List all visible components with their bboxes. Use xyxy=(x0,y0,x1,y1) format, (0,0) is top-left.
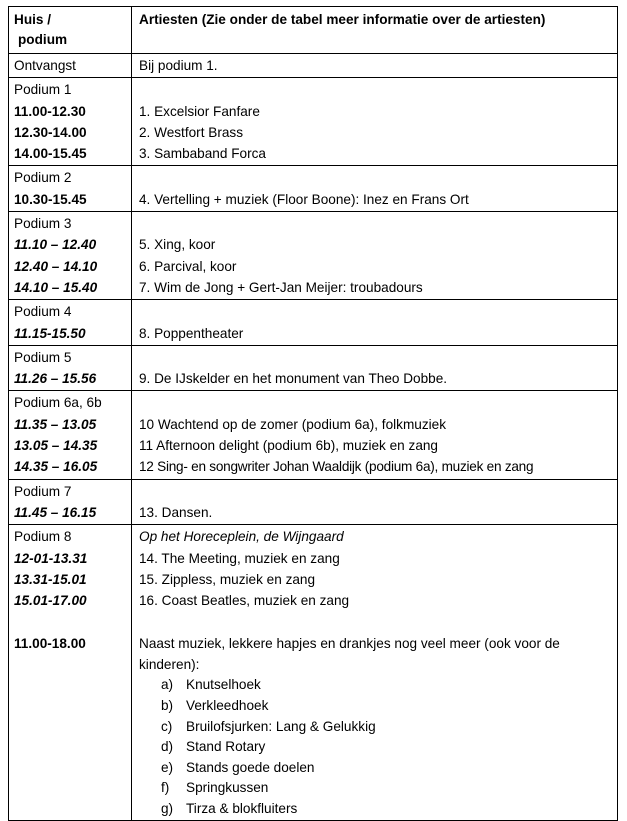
time-slot: 11.35 – 13.05 xyxy=(14,416,97,432)
time-slot: 11.15-15.50 xyxy=(14,325,86,341)
podium-name: Podium 5 xyxy=(14,349,72,365)
list-text: Knutselhoek xyxy=(186,677,261,693)
header-artists: Artiesten (Zie onder de tabel meer informatie over de artiesten) xyxy=(132,7,618,54)
list-item xyxy=(161,696,613,717)
act: 3. Sambaband Forca xyxy=(139,146,266,162)
podium5-acts-cell xyxy=(132,345,618,391)
podium7-acts-cell xyxy=(132,479,618,525)
ontvangst-label: Ontvangst xyxy=(9,54,132,78)
table-header-row xyxy=(9,7,618,54)
podium1-acts-cell xyxy=(132,78,618,166)
table-row-podium6 xyxy=(9,391,618,479)
podium3-acts-cell xyxy=(132,212,618,300)
podium8-times-cell xyxy=(9,525,132,821)
act: 9. De IJskelder en het monument van Theo Dobbe. xyxy=(139,371,448,387)
list-text: Tirza & blokfluiters xyxy=(186,800,298,816)
list-item xyxy=(161,799,613,820)
list-marker: c) xyxy=(161,718,173,734)
extras-list xyxy=(139,675,613,819)
table-row-podium1 xyxy=(9,78,618,166)
act: 13. Dansen. xyxy=(139,504,213,520)
list-text: Springkussen xyxy=(186,780,269,796)
podium-name: Podium 4 xyxy=(14,304,72,320)
act: 4. Vertelling + muziek (Floor Boone): Inez en Frans Ort xyxy=(139,191,469,207)
act: 2. Westfort Brass xyxy=(139,124,243,140)
list-item xyxy=(161,737,613,758)
ontvangst-text: Bij podium 1. xyxy=(132,54,618,78)
time-slot: 10.30-15.45 xyxy=(14,191,87,207)
act: 8. Poppentheater xyxy=(139,325,244,341)
podium-name: Podium 6a, 6b xyxy=(14,395,102,411)
list-marker: g) xyxy=(161,800,174,816)
podium4-acts-cell xyxy=(132,300,618,346)
list-marker: d) xyxy=(161,739,174,755)
podium2-acts-cell xyxy=(132,166,618,212)
time-slot: 15.01-17.00 xyxy=(14,593,87,609)
list-marker: e) xyxy=(161,759,174,775)
podium2-times-cell xyxy=(9,166,132,212)
list-text: Stand Rotary xyxy=(186,739,266,755)
podium7-times-cell xyxy=(9,479,132,525)
act: 5. Xing, koor xyxy=(139,237,216,253)
time-slot: 12.40 – 14.10 xyxy=(14,258,98,274)
act: 6. Parcival, koor xyxy=(139,258,237,274)
header-location-line: podium xyxy=(18,32,68,47)
table-row-podium4 xyxy=(9,300,618,346)
act: 16. Coast Beatles, muziek en zang xyxy=(139,593,350,609)
table-row-podium7 xyxy=(9,479,618,525)
podium3-times-cell xyxy=(9,212,132,300)
podium-name: Podium 1 xyxy=(14,82,72,98)
podium6-acts-cell xyxy=(132,391,618,479)
schedule-page xyxy=(8,6,617,821)
list-text: Stands goede doelen xyxy=(186,759,315,775)
act: 10 Wachtend op de zomer (podium 6a), folkmuziek xyxy=(139,416,447,432)
time-slot: 14.35 – 16.05 xyxy=(14,459,98,475)
time-slot: 11.10 – 12.40 xyxy=(14,237,97,253)
podium8-acts-cell xyxy=(132,525,618,821)
podium8-location: Op het Horeceplein, de Wijngaard xyxy=(139,529,344,545)
time-slot: 11.00-18.00 xyxy=(14,635,86,651)
extras-intro: Naast muziek, lekkere hapjes en drankjes nog veel meer (ook voor de kinderen): xyxy=(139,635,560,673)
time-slot: 13.05 – 14.35 xyxy=(14,438,98,454)
act: 11 Afternoon delight (podium 6b), muziek en zang xyxy=(139,438,438,454)
table-row-podium3 xyxy=(9,212,618,300)
time-slot: 11.00-12.30 xyxy=(14,103,86,119)
podium6-times-cell xyxy=(9,391,132,479)
podium-name: Podium 7 xyxy=(14,483,72,499)
act: 7. Wim de Jong + Gert-Jan Meijer: troubadours xyxy=(139,279,423,295)
schedule-table xyxy=(8,6,618,821)
podium5-times-cell xyxy=(9,345,132,391)
list-item xyxy=(161,758,613,779)
list-marker: f) xyxy=(161,780,170,796)
act: 12 Sing- en songwriter Johan Waaldijk (podium 6a), muziek en zang xyxy=(139,459,534,475)
list-item xyxy=(161,717,613,738)
act: 14. The Meeting, muziek en zang xyxy=(139,550,340,566)
podium4-times-cell xyxy=(9,300,132,346)
list-marker: a) xyxy=(161,677,174,693)
list-item xyxy=(161,778,613,799)
table-row-ontvangst xyxy=(9,54,618,78)
list-marker: b) xyxy=(161,697,174,713)
time-slot: 11.45 – 16.15 xyxy=(14,504,97,520)
table-row-podium8 xyxy=(9,525,618,821)
podium-name: Podium 8 xyxy=(14,529,72,545)
time-slot: 14.10 – 15.40 xyxy=(14,279,98,295)
header-location xyxy=(9,7,132,54)
time-slot: 11.26 – 15.56 xyxy=(14,371,97,387)
time-slot: 12-01-13.31 xyxy=(14,550,88,566)
header-location-line: Huis / xyxy=(14,12,52,27)
podium1-times-cell xyxy=(9,78,132,166)
act: 1. Excelsior Fanfare xyxy=(139,103,260,119)
list-text: Verkleedhoek xyxy=(186,697,269,713)
podium-name: Podium 2 xyxy=(14,170,72,186)
podium-name: Podium 3 xyxy=(14,216,72,232)
table-row-podium5 xyxy=(9,345,618,391)
list-text: Bruilofsjurken: Lang & Gelukkig xyxy=(186,718,376,734)
time-slot: 13.31-15.01 xyxy=(14,571,87,587)
time-slot: 12.30-14.00 xyxy=(14,124,87,140)
time-slot: 14.00-15.45 xyxy=(14,146,87,162)
act: 15. Zippless, muziek en zang xyxy=(139,571,316,587)
list-item xyxy=(161,675,613,696)
table-row-podium2 xyxy=(9,166,618,212)
